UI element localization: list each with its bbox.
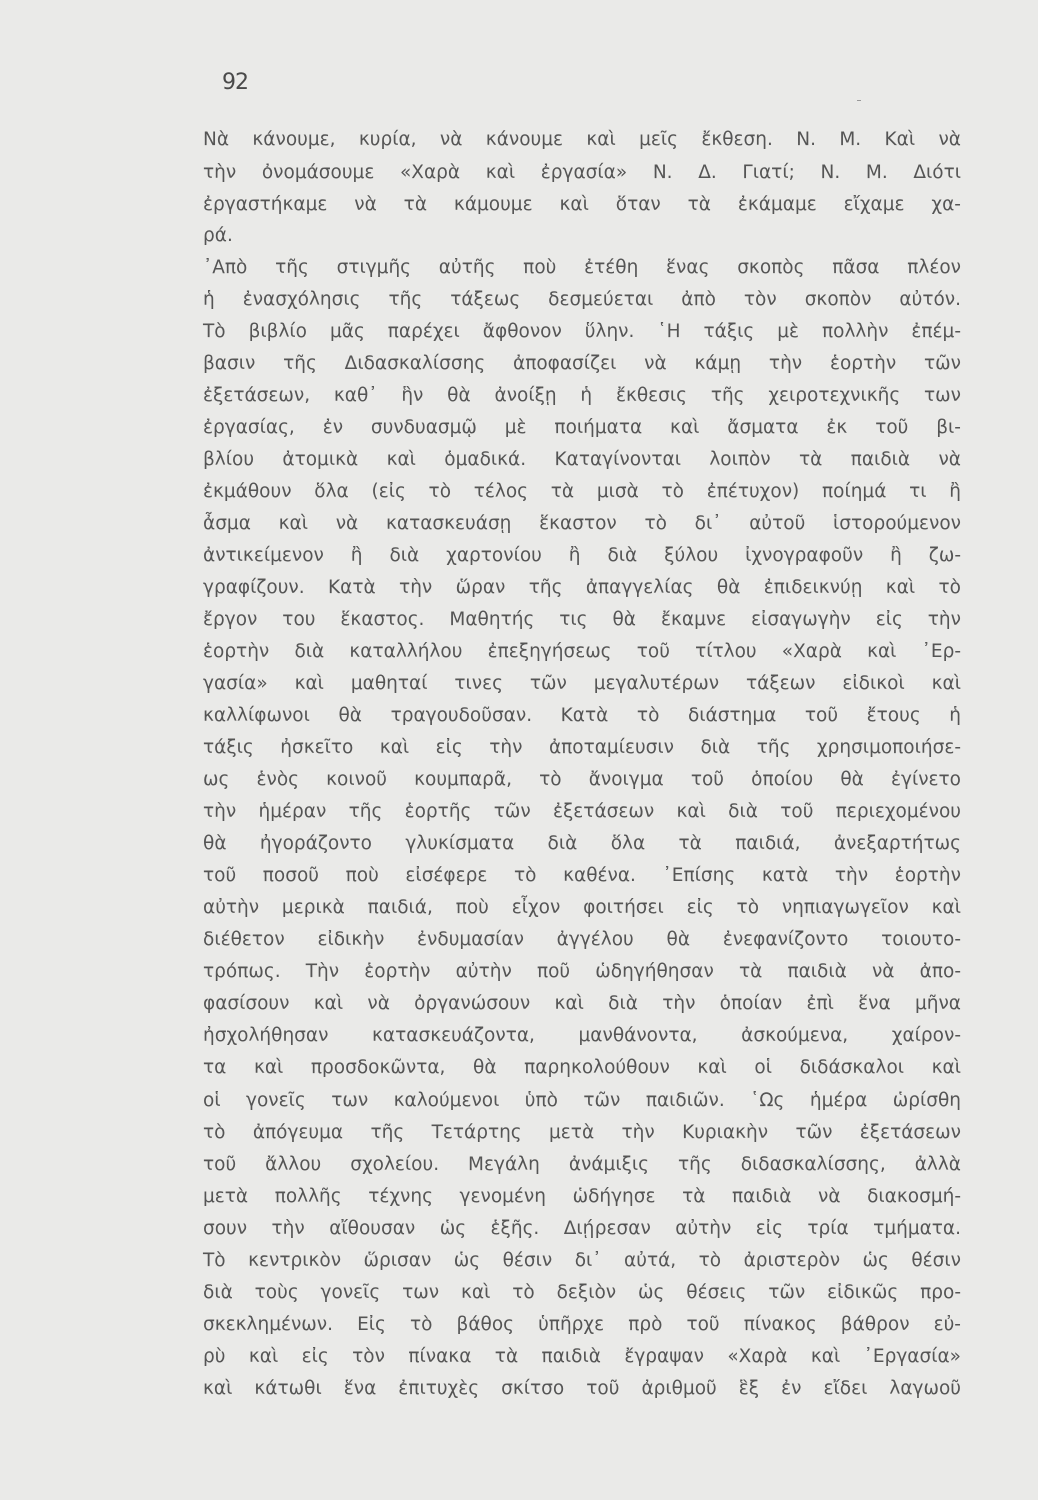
text-line: μετὰ πολλῆς τέχνης γενομένη ὡδήγησε τὰ παιδιὰ νὰ διακοσμή-: [203, 1186, 961, 1207]
text-line: τρόπως. Τὴν ἑορτὴν αὐτὴν ποῦ ὡδηγήθησαν τὰ παιδιὰ νὰ ἀπο-: [203, 961, 961, 982]
text-line: ἐκμάθουν ὅλα (εἰς τὸ τέλος τὰ μισὰ τὸ ἐπέτυχον) ποίημά τι ἢ: [203, 481, 961, 502]
text-line: ρά.: [203, 225, 233, 246]
text-line: ἀντικείμενον ἢ διὰ χαρτονίου ἢ διὰ ξύλου ἰχνογραφοῦν ἢ ζω-: [203, 545, 961, 566]
text-line: ἑορτὴν διὰ καταλλήλου ἐπεξηγήσεως τοῦ τίτλου «Χαρὰ καὶ ᾿Ερ-: [203, 641, 961, 662]
text-line: Τὸ κεντρικὸν ὥρισαν ὡς θέσιν δι᾿ αὐτά, τὸ ἀριστερὸν ὡς θέσιν: [203, 1250, 961, 1271]
margin-mark: [857, 100, 861, 101]
text-line: Τὸ βιβλίο μᾶς παρέχει ἄφθονον ὕλην. ῾Η τάξις μὲ πολλὴν ἐπέμ-: [203, 321, 961, 342]
text-line: διὰ τοὺς γονεῖς των καὶ τὸ δεξιὸν ὡς θέσεις τῶν εἰδικῶς προ-: [203, 1282, 961, 1303]
text-line: φασίσουν καὶ νὰ ὀργανώσουν καὶ διὰ τὴν ὁποίαν ἐπὶ ἕνα μῆνα: [203, 993, 961, 1014]
text-line: ἔργον του ἕκαστος. Μαθητής τις θὰ ἔκαμνε εἰσαγωγὴν εἰς τὴν: [203, 609, 961, 630]
text-line: σκεκλημένων. Εἰς τὸ βάθος ὑπῆρχε πρὸ τοῦ πίνακος βάθρον εὐ-: [203, 1314, 961, 1335]
text-line: τὴν ἡμέραν τῆς ἑορτῆς τῶν ἐξετάσεων καὶ διὰ τοῦ περιεχομένου: [203, 801, 961, 822]
text-line: τα καὶ προσδοκῶντα, θὰ παρηκολούθουν καὶ οἱ διδάσκαλοι καὶ: [203, 1057, 961, 1078]
text-line: οἱ γονεῖς των καλούμενοι ὑπὸ τῶν παιδιῶν. ῾Ως ἡμέρα ὡρίσθη: [203, 1090, 961, 1111]
text-line: ᾿Απὸ τῆς στιγμῆς αὐτῆς ποὺ ἐτέθη ἕνας σκοπὸς πᾶσα πλέον: [203, 257, 961, 278]
text-line: βασιν τῆς Διδασκαλίσσης ἀποφασίζει νὰ κάμῃ τὴν ἑορτὴν τῶν: [203, 353, 961, 374]
text-line: ἆσμα καὶ νὰ κατασκευάσῃ ἕκαστον τὸ δι᾿ αὐτοῦ ἱστορούμενον: [203, 513, 961, 534]
text-line: ἡ ἐνασχόλησις τῆς τάξεως δεσμεύεται ἀπὸ τὸν σκοπὸν αὐτόν.: [203, 289, 961, 310]
text-line: σουν τὴν αἴθουσαν ὡς ἑξῆς. Διῄρεσαν αὐτὴν εἰς τρία τμήματα.: [203, 1218, 961, 1239]
text-line: Νὰ κάνουμε, κυρία, νὰ κάνουμε καὶ μεῖς ἔκθεση. Ν. Μ. Καὶ νὰ: [203, 129, 961, 150]
text-line: αὐτὴν μερικὰ παιδιά, ποὺ εἶχον φοιτήσει εἰς τὸ νηπιαγωγεῖον καὶ: [203, 897, 961, 918]
text-line: ἐργασίας, ἐν συνδυασμῷ μὲ ποιήματα καὶ ἄσματα ἐκ τοῦ βι-: [203, 417, 961, 438]
text-line: θὰ ἠγοράζοντο γλυκίσματα διὰ ὅλα τὰ παιδιά, ἀνεξαρτήτως: [203, 833, 961, 854]
text-line: ἐργαστήκαμε νὰ τὰ κάμουμε καὶ ὅταν τὰ ἐκάμαμε εἴχαμε χα-: [203, 194, 961, 215]
text-line: βλίου ἀτομικὰ καὶ ὁμαδικά. Καταγίνονται λοιπὸν τὰ παιδιὰ νὰ: [203, 449, 961, 470]
text-line: τὴν ὀνομάσουμε «Χαρὰ καὶ ἐργασία» Ν. Δ. Γιατί; Ν. Μ. Διότι: [203, 162, 961, 183]
text-line: διέθετον εἰδικὴν ἐνδυμασίαν ἀγγέλου θὰ ἐνεφανίζοντο τοιουτο-: [203, 929, 961, 950]
page-number: 92: [222, 70, 248, 95]
text-line: ρὺ καὶ εἰς τὸν πίνακα τὰ παιδιὰ ἔγραψαν «Χαρὰ καὶ ᾿Εργασία»: [203, 1346, 961, 1367]
text-line: ἠσχολήθησαν κατασκευάζοντα, μανθάνοντα, ἀσκούμενα, χαίρον-: [203, 1025, 961, 1046]
text-line: ἐξετάσεων, καθ᾿ ἣν θὰ ἀνοίξῃ ἡ ἔκθεσις τῆς χειροτεχνικῆς των: [203, 385, 961, 406]
text-line: τάξις ἠσκεῖτο καὶ εἰς τὴν ἀποταμίευσιν διὰ τῆς χρησιμοποιήσε-: [203, 737, 961, 758]
text-line: τὸ ἀπόγευμα τῆς Τετάρτης μετὰ τὴν Κυριακὴν τῶν ἐξετάσεων: [203, 1122, 961, 1143]
text-line: γραφίζουν. Κατὰ τὴν ὥραν τῆς ἀπαγγελίας θὰ ἐπιδεικνύῃ καὶ τὸ: [203, 577, 961, 598]
text-line: καὶ κάτωθι ἕνα ἐπιτυχὲς σκίτσο τοῦ ἀριθμοῦ ἓξ ἐν εἴδει λαγωοῦ: [203, 1378, 961, 1399]
text-line: τοῦ ποσοῦ ποὺ εἰσέφερε τὸ καθένα. ᾿Επίσης κατὰ τὴν ἑορτὴν: [203, 865, 961, 886]
text-line: ως ἑνὸς κοινοῦ κουμπαρᾶ, τὸ ἄνοιγμα τοῦ ὁποίου θὰ ἐγίνετο: [203, 769, 961, 790]
text-line: γασία» καὶ μαθηταί τινες τῶν μεγαλυτέρων τάξεων εἰδικοὶ καὶ: [203, 673, 961, 694]
text-line: καλλίφωνοι θὰ τραγουδοῦσαν. Κατὰ τὸ διάστημα τοῦ ἔτους ἡ: [203, 705, 961, 726]
text-line: τοῦ ἄλλου σχολείου. Μεγάλη ἀνάμιξις τῆς διδασκαλίσσης, ἀλλὰ: [203, 1154, 961, 1175]
